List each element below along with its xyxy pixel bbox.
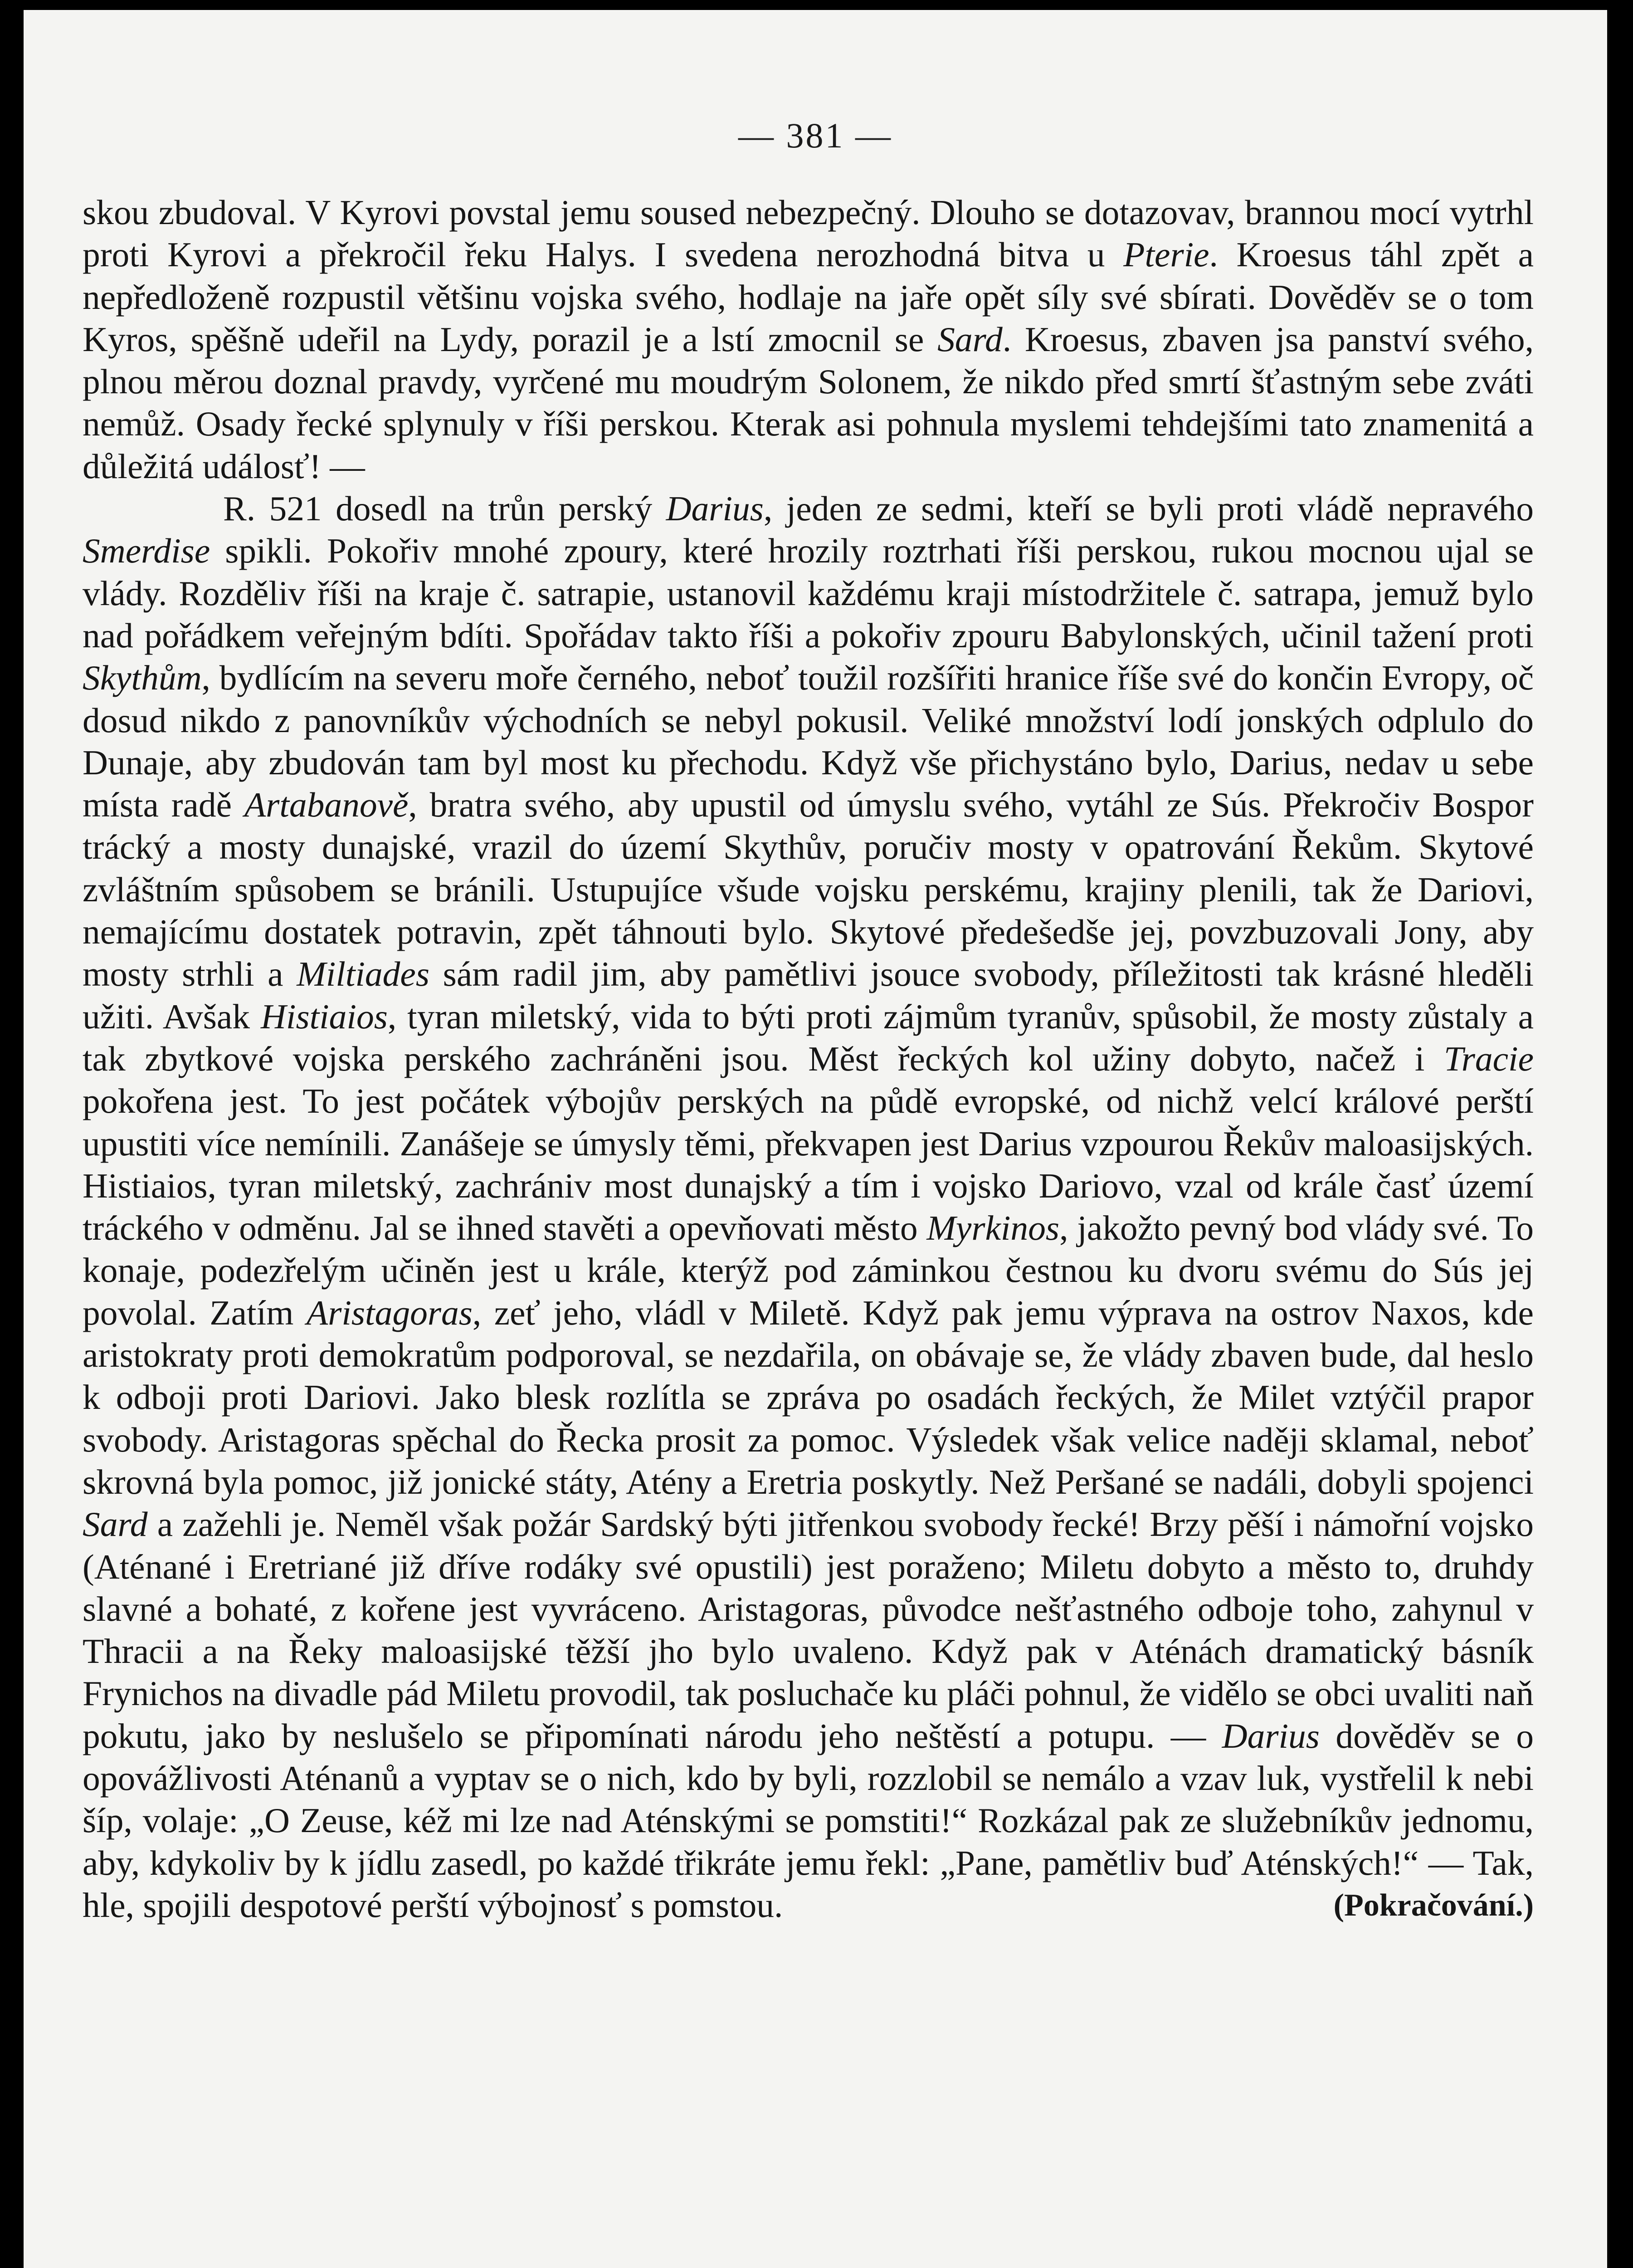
book-page: [24, 10, 1607, 2268]
italic-name: Skythům: [83, 658, 202, 698]
italic-name: Darius: [1222, 1716, 1320, 1755]
italic-name: Pterie: [1123, 235, 1209, 274]
text-run: pokořena jest. To jest počátek výbojův perských na půdě evropské, od nichž velcí králové perští upustiti více nemínili. Zanášeje se úmysly těmi, překvapen jest Darius vzpourou Řekův maloasijských. Histiaios, tyran miletský, zachrániv most dunajský a tím i vojsko Dariovo, vzal od krále časť území tráckého v odměnu. Jal se ihned stavěti a opevňovati město: [83, 1081, 1534, 1248]
italic-name: Sard: [937, 319, 1003, 359]
paragraph: [83, 191, 1534, 488]
paragraph: [83, 488, 1534, 1926]
text-run: skou zbudoval. V Kyrovi povstal jemu soused nebezpečný. Dlouho se dotazovav, brannou mocí vytrhl proti Kyrovi a překročil řeku Halys. I svedena nerozhodná bitva u: [83, 193, 1534, 274]
page-number: — 381 —: [738, 116, 892, 155]
text-run: , jakožto pevný bod vlády své. To konaje, podezřelým učiněn jest u krále, kterýž pod záminkou čestnou ku dvoru svému do Sús jej povolal. Zatím: [83, 1208, 1534, 1332]
text-run: . Kroesus, zbaven jsa panství svého, plnou měrou doznal pravdy, vyrčené mu moudrým Solonem, že nikdo před smrtí šťastným sebe zváti nemůž. Osady řecké splynuly v říši perskou. Kterak asi pohnula myslemi tehdejšími tato znamenitá a důležitá událosť! —: [83, 319, 1534, 486]
italic-name: Artabanově: [244, 785, 409, 825]
italic-name: Smerdise: [83, 531, 210, 571]
text-run: , bydlícím na severu moře černého, neboť toužil rozšířiti hranice říše své do končin Evropy, oč dosud nikdo z panovníkův východních se nebyl pokusil. Veliké množství lodí jonských odplulo do Dunaje, aby zbudován tam byl most ku přechodu. Když vše přichystáno bylo, Darius, nedav u sebe místa radě: [83, 658, 1534, 825]
text-run: sám radil jim, aby pamětlivi jsouce svobody, příležitosti tak krásné hleděli užiti. Avšak: [83, 954, 1534, 1036]
italic-name: Sard: [83, 1505, 148, 1544]
text-run: , zeť jeho, vládl v Miletě. Když pak jemu výprava na ostrov Naxos, kde aristokraty proti demokratům podporoval, se nezdařila, on obávaje se, že vlády zbaven bude, dal heslo k odboji proti Dariovi. Jako blesk rozlítla se zpráva po osadách řeckých, že Milet vztýčil prapor svobody. Aristagoras spěchal do Řecka prosit za pomoc. Výsledek však velice naději sklamal, neboť skrovná byla pomoc, již jonické státy, Atény a Eretria poskytly. Než Peršané se nadáli, dobyli spojenci: [83, 1293, 1534, 1501]
italic-name: Myrkinos: [926, 1208, 1060, 1248]
text-run: . Kroesus táhl zpět a nepředloženě rozpustil většinu vojska svého, hodlaje na jaře opět síly své sbírati. Dověděv se o tom Kyros, spěšně udeřil na Lydy, porazil je a lstí zmocnil se: [83, 235, 1534, 359]
italic-name: Miltiades: [297, 954, 429, 994]
body-text: [83, 191, 1534, 1926]
text-run: spikli. Pokořiv mnohé zpoury, které hrozily roztrhati říši perskou, rukou mocnou ujal se vlády. Rozděliv říši na kraje č. satrapie, ustanovil každému kraji místodržitele č. satrapa, jemuž bylo nad pořádkem veřejným bdíti. Spořádav takto říši a pokořiv zpouru Babylonských, učinil tažení proti: [83, 531, 1534, 655]
text-run: R. 521 dosedl na trůn perský: [223, 489, 666, 528]
italic-name: Tracie: [1443, 1039, 1534, 1078]
text-run: , jeden ze sedmi, kteří se byli proti vládě nepravého: [763, 489, 1534, 528]
text-run: , bratra svého, aby upustil od úmyslu svého, vytáhl ze Sús. Překročiv Bospor trácký a mosty dunajské, vrazil do území Skythův, poručiv mosty v opatrování Řekům. Skytové zvláštním spůsobem se bránili. Ustupujíce všude vojsku perskému, krajiny plenili, tak že Dariovi, nemajícímu dostatek potravin, zpět táhnouti bylo. Skytové předešedše jej, povzbuzovali Jony, aby mosty strhli a: [83, 785, 1534, 994]
continuation-note: (Pokračování.): [1333, 1887, 1534, 1923]
text-run: a zažehli je. Neměl však požár Sardský býti jitřenkou svobody řecké! Brzy pěší i námořní vojsko (Aténané i Eretriané již dříve rodáky své opustili) jest poraženo; Miletu dobyto a město to, druhdy slavné a bohaté, z kořene jest vyvráceno. Aristagoras, původce nešťastného odboje toho, zahynul v Thracii a na Řeky maloasijské těžší jho bylo uvaleno. Když pak v Aténách dramatický básník Frynichos na divadle pád Miletu provodil, tak posluchače ku pláči pohnul, že vidělo se obci uvaliti naň pokutu, jako by neslušelo se připomínati národu jeho neštěstí a potupu. —: [83, 1505, 1534, 1755]
italic-name: Histiaios: [260, 997, 388, 1036]
text-run: dověděv se o opovážlivosti Aténanů a vyptav se o nich, kdo by byli, rozzlobil se nemálo a vzav luk, vystřelil k nebi šíp, volaje: „O Zeuse, kéž mi lze nad Aténskými se pomstiti!“ Rozkázal pak ze služebníkův jednomu, aby, kdykoliv by k jídlu zasedl, po každé třikráte jemu řekl: „Pane, pamětliv buď Aténských!“ — Tak, hle, spojili despotové perští výbojnosť s pomstou.: [83, 1716, 1534, 1925]
italic-name: Darius: [666, 489, 764, 528]
text-run: , tyran miletský, vida to býti proti zájmům tyranův, spůsobil, že mosty zůstaly a tak zbytkové vojska perského zachráněni jsou. Měst řeckých kol užiny dobyto, načež i: [83, 997, 1534, 1078]
italic-name: Aristagoras: [306, 1293, 473, 1332]
